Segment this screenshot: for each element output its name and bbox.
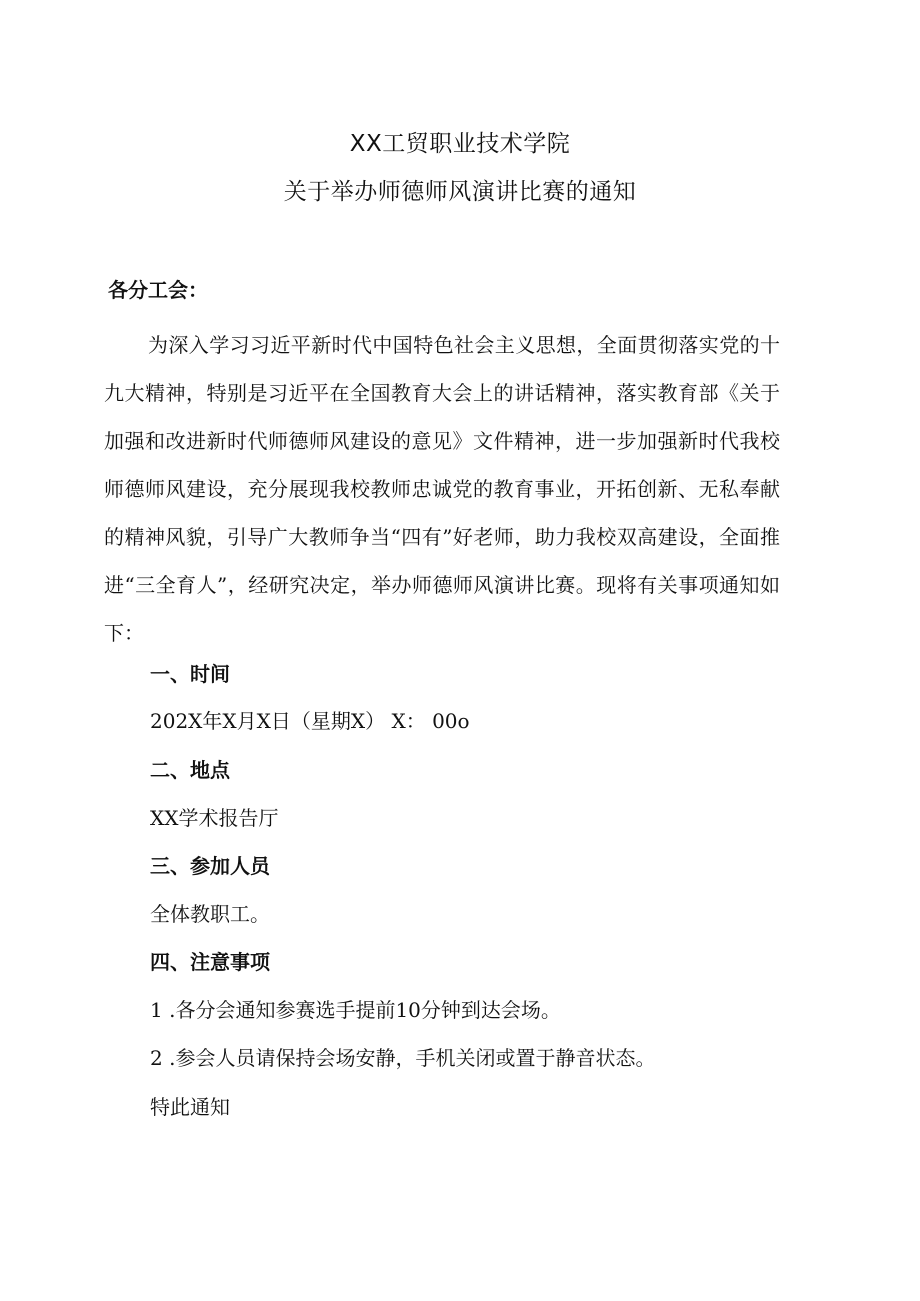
note-item: 1 .各分会通知参赛选手提前10分钟到达会场。 [150, 998, 561, 1022]
section-heading-notes: 四、注意事项 [150, 950, 270, 974]
greeting: 各分工会： [108, 278, 208, 302]
note-item: 2 .参会人员请保持会场安静，手机关闭或置于静音状态。 [150, 1046, 656, 1070]
document-title-line1: XX工贸职业技术学院 [349, 131, 571, 157]
intro-paragraph: 为深入学习习近平新时代中国特色社会主义思想，全面贯彻落实党的十九大精神，特别是习近平在全国教育大会上的讲话精神，落实教育部《关于加强和改进新时代师德师风建设的意见》文件精神，进一步加强新时代我校师德师风建设，充分展现我校教师忠诚党的教育事业，开拓创新、无私奉献的精神风貌，引导广大教师争当“四有”好老师，助力我校双高建设，全面推进“三全育人”，经研究决定，举办师德师风演讲比赛。现将有关事项通知如下： [104, 333, 780, 645]
section-heading-participants: 三、参加人员 [150, 854, 270, 878]
section-heading-time: 一、时间 [150, 662, 230, 686]
section-content-participants: 全体教职工。 [150, 902, 270, 926]
closing-text: 特此通知 [150, 1095, 230, 1119]
section-heading-place: 二、地点 [150, 758, 230, 782]
section-content-place: XX学术报告厅 [150, 806, 279, 830]
section-content-time: 202X年X月X日（星期X） X： 00o [150, 709, 470, 733]
document-title-line2: 关于举办师德师风演讲比赛的通知 [283, 179, 637, 205]
